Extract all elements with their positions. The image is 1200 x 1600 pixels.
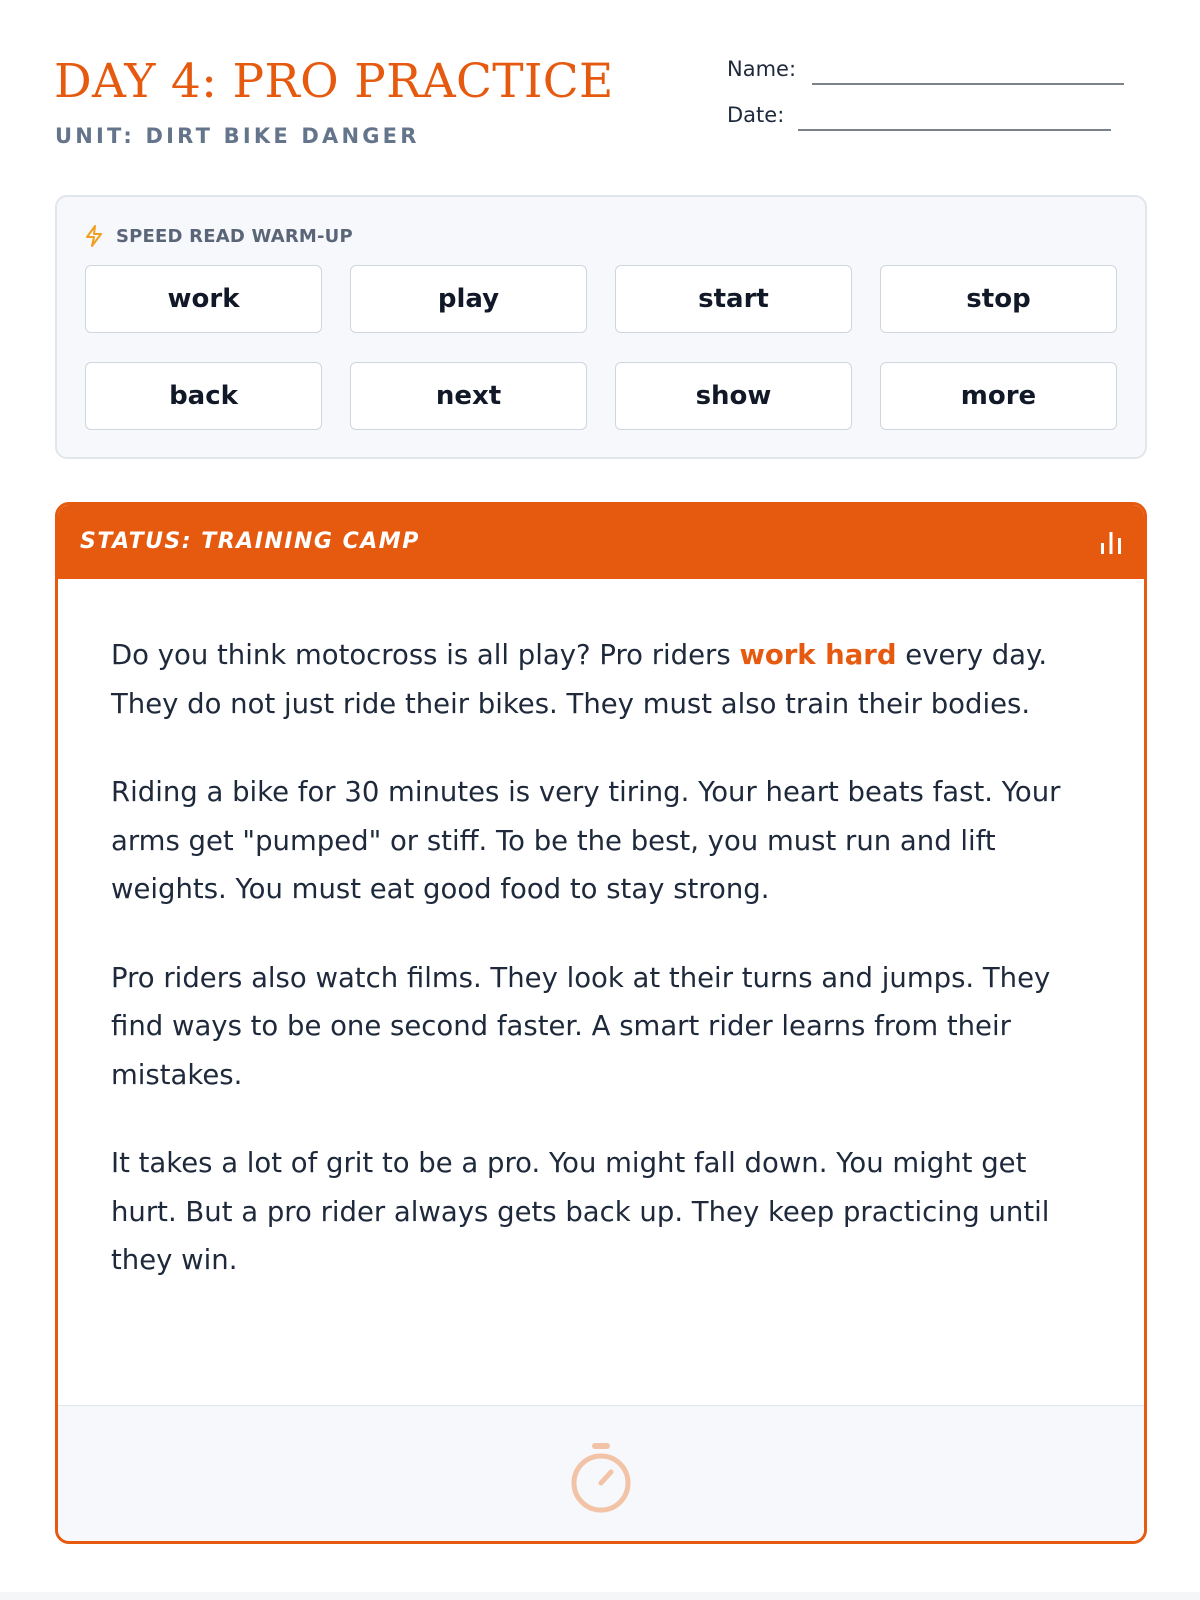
p1-text-before: Do you think motocross is all play? Pro riders [111,639,740,671]
word-grid [85,265,1117,430]
word-card: back [85,362,322,430]
status-label: STATUS: TRAINING CAMP [80,529,420,554]
word-card: work [85,265,322,333]
story-text [111,631,1091,1325]
bar-chart-icon [1098,529,1124,555]
story-paragraph-4: It takes a lot of grit to be a pro. You might fall down. You might get hurt. But a pro rider always gets back up. They keep practicing until they win. [111,1147,1050,1276]
word-card: next [350,362,587,430]
warmup-title: SPEED READ WARM-UP [116,225,353,247]
name-label: Name: [727,57,797,81]
word-card: stop [880,265,1117,333]
lightning-icon [84,225,104,247]
word-card: show [615,362,852,430]
date-label: Date: [727,103,785,127]
speed-read-warmup [55,195,1147,459]
word-card: play [350,265,587,333]
p1-text-after: every day. They do not just ride their bikes. They must also train their bodies. [111,639,1048,720]
unit-subtitle: UNIT: DIRT BIKE DANGER [55,124,420,148]
story-paragraph-1 [111,631,1091,728]
story-card-header [58,505,1144,579]
word-card: start [615,265,852,333]
name-field[interactable] [812,83,1124,85]
highlight-work-hard: work hard [739,639,897,671]
date-field[interactable] [798,129,1111,131]
word-card: more [880,362,1117,430]
page-title: DAY 4: PRO PRACTICE [54,54,614,109]
story-paragraph-2: Riding a bike for 30 minutes is very tiring. Your heart beats fast. Your arms get "pumped" or stiff. To be the best, you must run and lift weights. You must eat good food to stay strong. [111,776,1061,905]
story-card-footer [58,1405,1144,1544]
story-paragraph-3: Pro riders also watch films. They look at their turns and jumps. They find ways to be one second faster. A smart rider learns from their mistakes. [111,961,1051,1091]
stopwatch-icon[interactable] [568,1439,634,1515]
story-card [55,502,1147,1544]
warmup-header [84,225,353,247]
